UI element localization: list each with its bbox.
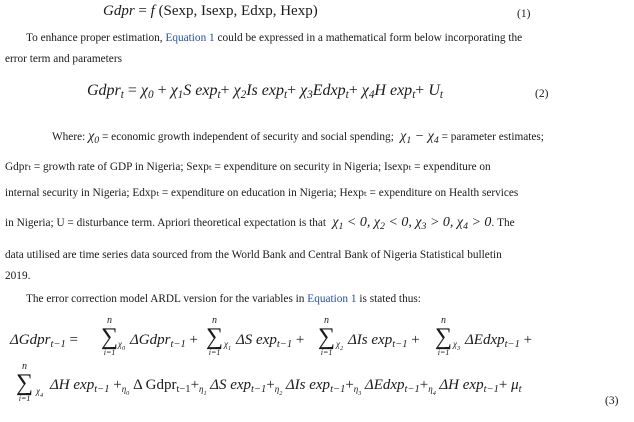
- paragraph-intro-line-2: error term and parameters: [5, 53, 122, 65]
- paragraph-ardl-text-a: The error correction model ARDL version for the variables in: [26, 293, 305, 305]
- paragraph-ardl: [26, 292, 421, 306]
- equation-3-number: (3): [605, 395, 619, 407]
- equation-2: Gdpr$_t$ = $\chi_0 + \chi_1S$ $\exp_t+ \chi_2Is$ $\exp_t+$ $\chi_3Edxp_t+ \chi_4H$ $\exp_t+ U_t$: [87, 82, 443, 101]
- equation-1-number: (1): [517, 8, 531, 20]
- equation-2-number: (2): [535, 88, 549, 100]
- where-chi0-desc: = economic growth independent of security and social spending;: [101, 131, 394, 143]
- paragraph-ardl-text-b: is stated thus:: [359, 293, 421, 305]
- paragraph-intro: [26, 31, 522, 45]
- where-line-6: 2019.: [5, 270, 31, 282]
- where-line-1: Where: $\chi_0$ = economic growth independent of security and social spending; $\chi_1 - \chi_4$ = parameter estimates;: [52, 129, 544, 146]
- equation-3-line-1: ΔGdpr$_{t-1}$ = n ∑ i=1 $\chi_0$ ΔGdpr$_{t-1}$ + n ∑ i=1 $\chi_1$ ΔS $\exp_{t-1}$ + n ∑ i=1 $\chi_2$ ΔIs $\exp_{t-1}$ + n ∑ i=1 $\chi_3$ ΔEdxp$_{t-1}$ +: [10, 315, 533, 357]
- paragraph-intro-text-a: To enhance proper estimation,: [26, 32, 163, 44]
- equation-1-link[interactable]: Equation 1: [165, 32, 215, 44]
- where-line-5: data utilised are time series data sourced from the World Bank and Central Bank of Nigeria Statistical bulletin: [5, 249, 502, 261]
- where-line-4: in Nigeria; U = disturbance term. Apriori theoretical expectation is that $\chi_1 < 0$, $\chi_2 < 0$, $\chi_3 > 0$, $\chi_4 > 0$. The: [5, 215, 515, 232]
- where-chi-desc: = parameter estimates;: [441, 131, 544, 143]
- equation-1: Gdpr = f (Sexp, Isexp, Edxp, Hexp): [103, 3, 318, 19]
- where-line-2: Gdprₜ = growth rate of GDP in Nigeria; Sexpₜ = expenditure on security in Nigeria; Isexpₜ = expenditure on: [5, 161, 491, 173]
- equation-3-line-2: n ∑ i=1 $\chi_4$ ΔH $\exp_{t-1} +_{\eta_0}$ Δ $Gdpr_{t-1}+_{\eta_1}$ ΔS $\exp_{t-1}+_{\eta_2}$ ΔIs $\exp_{t-1}+_{\eta_3}$ $\Delta Edxp_{t-1}+_{\eta_4}$ ΔH $\exp_{t-1}+ \mu_t$: [16, 361, 522, 403]
- where-line-4-end: . The: [491, 217, 515, 229]
- equation-1-link-2[interactable]: Equation 1: [307, 293, 357, 305]
- where-line-3: internal security in Nigeria; Edxpₜ = expenditure on education in Nigeria; Hexpₜ = expenditure on Health services: [5, 187, 519, 199]
- paragraph-intro-text-b: could be expressed in a mathematical form below incorporating the: [217, 32, 523, 44]
- where-line-4-text: in Nigeria; U = disturbance term. Apriori theoretical expectation is that: [5, 217, 327, 229]
- where-label: Where:: [52, 131, 86, 143]
